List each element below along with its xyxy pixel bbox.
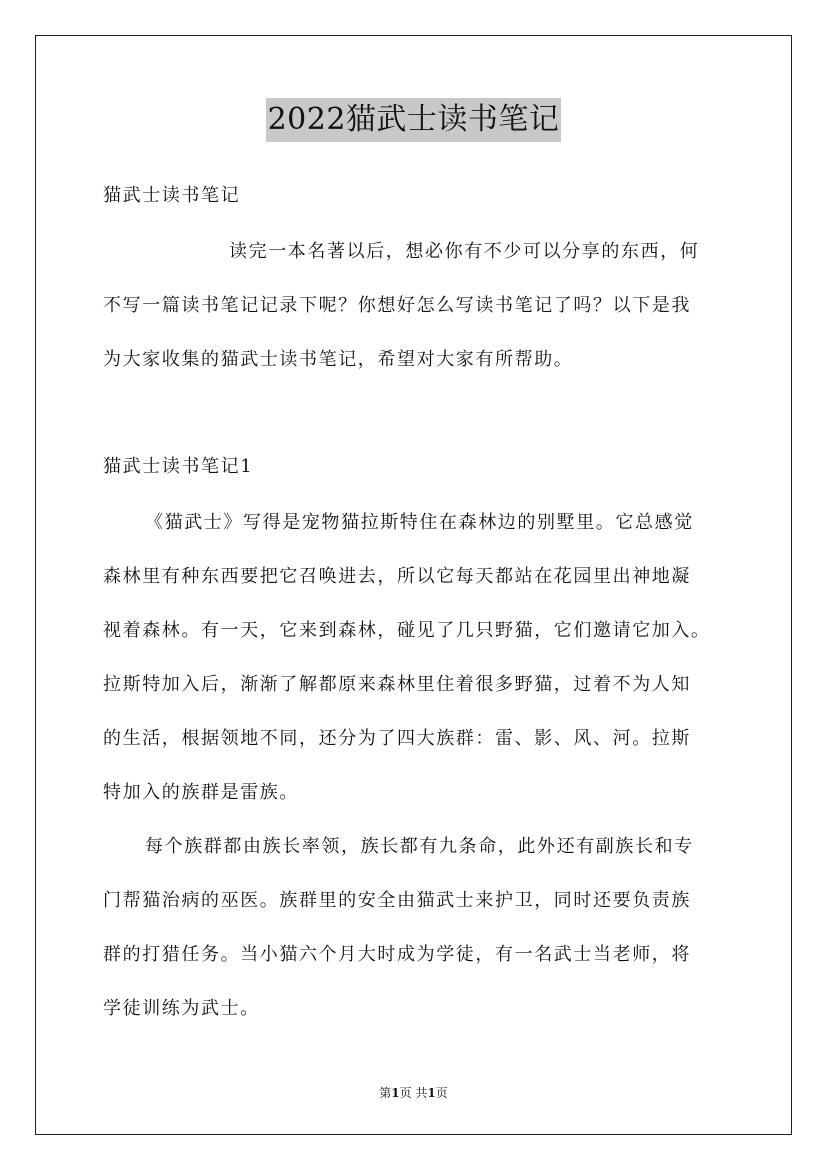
section1-para2-line-1: 每个族群都由族长率领，族长都有九条命，此外还有副族长和专	[145, 836, 694, 857]
intro-line-2: 不写一篇读书笔记记录下呢？你想好怎么写读书笔记了吗？以下是我	[103, 295, 691, 316]
section1-para2-line-2: 门帮猫治病的巫医。族群里的安全由猫武士来护卫，同时还要负责族	[103, 890, 691, 911]
title-wrapper	[0, 98, 827, 142]
footer-prefix: 第	[379, 1086, 392, 1100]
footer-mid: 页 共	[399, 1086, 428, 1100]
section1-para1-line-1: 《猫武士》写得是宠物猫拉斯特住在森林边的别墅里。它总感觉	[145, 512, 694, 533]
section1-para1-line-3: 视着森林。有一天，它来到森林，碰见了几只野猫，它们邀请它加入。	[103, 620, 711, 641]
section1-para1-line-4: 拉斯特加入后，渐渐了解都原来森林里住着很多野猫，过着不为人知	[103, 674, 691, 695]
section1-para2-line-3: 群的打猎任务。当小猫六个月大时成为学徒，有一名武士当老师，将	[103, 944, 691, 965]
page-footer	[0, 1084, 827, 1101]
section1-para1-line-5: 的生活，根据领地不同，还分为了四大族群：雷、影、风、河。拉斯	[103, 728, 691, 749]
footer-suffix: 页	[435, 1086, 448, 1100]
document-subtitle: 猫武士读书笔记	[103, 185, 241, 206]
section1-para1-line-6: 特加入的族群是雷族。	[103, 782, 299, 803]
footer-page-current: 1	[391, 1086, 400, 1100]
intro-line-1: 读完一本名著以后，想必你有不少可以分享的东西，何	[229, 241, 700, 262]
footer-page-total: 1	[427, 1086, 436, 1100]
intro-line-3: 为大家收集的猫武士读书笔记，希望对大家有所帮助。	[103, 349, 574, 370]
section1-heading: 猫武士读书笔记1	[103, 456, 254, 477]
document-title: 2022猫武士读书笔记	[266, 98, 562, 142]
section1-para1-line-2: 森林里有种东西要把它召唤进去，所以它每天都站在花园里出神地凝	[103, 566, 691, 587]
section1-para2-line-4: 学徒训练为武士。	[103, 998, 260, 1019]
